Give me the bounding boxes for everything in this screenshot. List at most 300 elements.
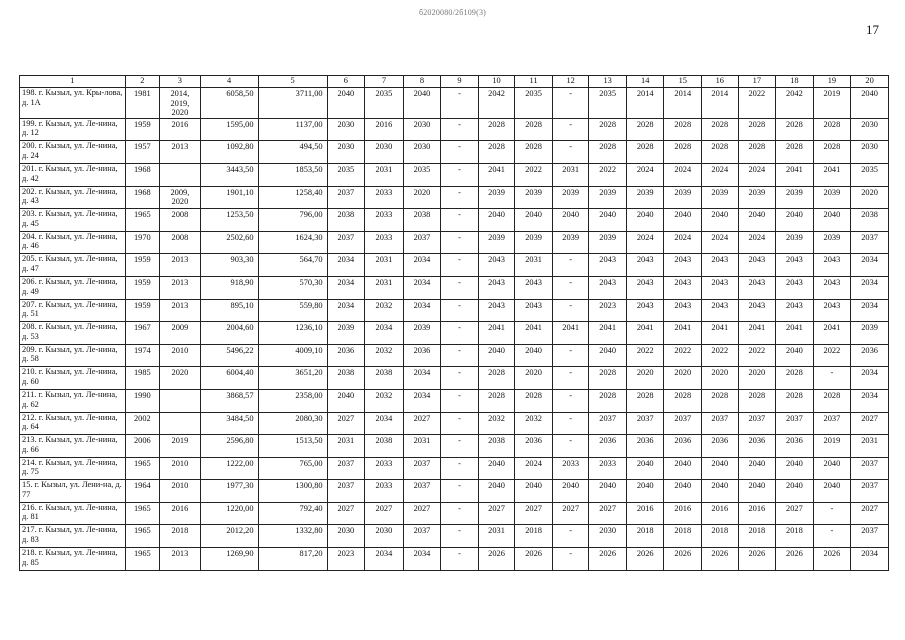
- table-cell: 2014: [626, 88, 664, 119]
- table-cell: 2032: [515, 412, 553, 435]
- table-cell: -: [441, 186, 479, 209]
- table-cell: -: [441, 435, 479, 458]
- table-cell: 2043: [664, 299, 702, 322]
- table-cell: 918,90: [200, 276, 258, 299]
- table-row: [20, 231, 889, 254]
- column-header-14: 14: [626, 76, 664, 88]
- table-cell: 2040: [515, 344, 553, 367]
- table-cell: 2358,00: [258, 389, 327, 412]
- address-cell: 203. г. Кызыл, ул. Ле-нина, д. 45: [20, 209, 126, 232]
- table-cell: 2016: [626, 502, 664, 525]
- table-cell: 2026: [664, 548, 702, 571]
- table-cell: 2034: [365, 548, 404, 571]
- table-cell: 2030: [327, 118, 365, 141]
- table-cell: 2043: [738, 276, 776, 299]
- address-cell: 204. г. Кызыл, ул. Ле-нина, д. 46: [20, 231, 126, 254]
- table-cell: 2028: [589, 118, 627, 141]
- table-cell: 2037: [851, 457, 889, 480]
- table-cell: 1964: [125, 480, 160, 503]
- table-cell: 2018: [702, 525, 739, 548]
- table-cell: 2031: [365, 276, 404, 299]
- table-cell: 2037: [589, 412, 627, 435]
- table-cell: 2034: [403, 548, 441, 571]
- address-cell: 207. г. Кызыл, ул. Ле-нина, д. 51: [20, 299, 126, 322]
- address-cell: 200. г. Кызыл, ул. Ле-нина, д. 24: [20, 141, 126, 164]
- table-cell: 2034: [403, 389, 441, 412]
- table-cell: 4009,10: [258, 344, 327, 367]
- table-cell: 2027: [403, 412, 441, 435]
- table-cell: -: [552, 525, 589, 548]
- table-header-row: [20, 76, 889, 88]
- table-cell: -: [552, 118, 589, 141]
- table-cell: -: [552, 412, 589, 435]
- table-cell: 2026: [738, 548, 776, 571]
- table-cell: 1220,00: [200, 502, 258, 525]
- table-cell: 2036: [327, 344, 365, 367]
- table-cell: 2032: [478, 412, 515, 435]
- table-cell: 3651,20: [258, 367, 327, 390]
- table-cell: 2026: [515, 548, 553, 571]
- table-cell: 2014: [664, 88, 702, 119]
- column-header-15: 15: [664, 76, 702, 88]
- table-cell: 2013: [160, 299, 201, 322]
- table-cell: 2031: [365, 163, 404, 186]
- table-cell: 2042: [776, 88, 814, 119]
- table-cell: 2039: [738, 186, 776, 209]
- table-cell: -: [441, 548, 479, 571]
- table-cell: 2041: [478, 322, 515, 345]
- table-row: [20, 254, 889, 277]
- table-cell: 1968: [125, 163, 160, 186]
- table-cell: 2008: [160, 231, 201, 254]
- table-cell: 2018: [160, 525, 201, 548]
- table-cell: 2028: [776, 141, 814, 164]
- table-cell: 1959: [125, 276, 160, 299]
- table-cell: 2028: [664, 389, 702, 412]
- address-cell: 217. г. Кызыл, ул. Ле-нина, д. 83: [20, 525, 126, 548]
- table-cell: 1959: [125, 118, 160, 141]
- table-cell: 2024: [664, 231, 702, 254]
- table-cell: 2038: [327, 209, 365, 232]
- table-row: [20, 412, 889, 435]
- table-cell: 2039: [403, 322, 441, 345]
- table-cell: 2043: [664, 254, 702, 277]
- table-cell: 2040: [776, 480, 814, 503]
- table-cell: 2023: [589, 299, 627, 322]
- table-cell: 2002: [125, 412, 160, 435]
- address-cell: 210. г. Кызыл, ул. Ле-нина, д. 60: [20, 367, 126, 390]
- document-id-stamp: б2020080/2б109(3): [418, 8, 487, 17]
- table-row: [20, 163, 889, 186]
- table-cell: 2027: [851, 412, 889, 435]
- table-cell: -: [813, 502, 851, 525]
- table-cell: 2040: [478, 209, 515, 232]
- table-cell: 2030: [589, 525, 627, 548]
- table-cell: 2024: [702, 163, 739, 186]
- table-cell: 2036: [738, 435, 776, 458]
- table-cell: 1990: [125, 389, 160, 412]
- table-cell: 2031: [327, 435, 365, 458]
- table-cell: 2033: [365, 231, 404, 254]
- table-cell: 2032: [365, 344, 404, 367]
- table-cell: 2043: [813, 299, 851, 322]
- table-cell: 2027: [776, 502, 814, 525]
- table-cell: 1137,00: [258, 118, 327, 141]
- table-cell: 2040: [851, 88, 889, 119]
- table-row: [20, 548, 889, 571]
- table-cell: 2040: [589, 344, 627, 367]
- table-cell: 2035: [589, 88, 627, 119]
- table-cell: 2040: [664, 457, 702, 480]
- table-cell: 2024: [626, 163, 664, 186]
- address-cell: 206. г. Кызыл, ул. Ле-нина, д. 49: [20, 276, 126, 299]
- table-cell: 2020: [515, 367, 553, 390]
- table-cell: 2030: [327, 525, 365, 548]
- column-header-12: 12: [552, 76, 589, 88]
- table-cell: 2033: [365, 457, 404, 480]
- table-cell: 1595,00: [200, 118, 258, 141]
- table-cell: 2034: [365, 412, 404, 435]
- table-cell: 2022: [813, 344, 851, 367]
- table-cell: 2034: [403, 367, 441, 390]
- column-header-18: 18: [776, 76, 814, 88]
- table-cell: 2040: [813, 457, 851, 480]
- address-cell: 214. г. Кызыл, ул. Ле-нина, д. 75: [20, 457, 126, 480]
- table-cell: 2043: [626, 254, 664, 277]
- table-cell: 2020: [626, 367, 664, 390]
- table-cell: 2034: [403, 254, 441, 277]
- table-cell: 1300,80: [258, 480, 327, 503]
- table-cell: 2036: [403, 344, 441, 367]
- column-header-13: 13: [589, 76, 627, 88]
- table-cell: 2041: [626, 322, 664, 345]
- table-cell: 1967: [125, 322, 160, 345]
- table-cell: 1981: [125, 88, 160, 119]
- table-cell: 2018: [664, 525, 702, 548]
- table-cell: 2037: [738, 412, 776, 435]
- table-cell: 2034: [851, 389, 889, 412]
- table-cell: 2031: [365, 254, 404, 277]
- table-cell: 2037: [776, 412, 814, 435]
- table-cell: 2038: [365, 367, 404, 390]
- address-cell: 209. г. Кызыл, ул. Ле-нина, д. 58: [20, 344, 126, 367]
- table-cell: 2013: [160, 254, 201, 277]
- table-cell: 2037: [403, 480, 441, 503]
- table-cell: 2039: [478, 231, 515, 254]
- table-cell: -: [441, 231, 479, 254]
- table-cell: 2024: [738, 163, 776, 186]
- table-cell: 2036: [589, 435, 627, 458]
- table-cell: 2043: [776, 276, 814, 299]
- table-cell: 2596,80: [200, 435, 258, 458]
- table-cell: 2040: [664, 209, 702, 232]
- table-cell: 2039: [813, 231, 851, 254]
- table-cell: 2041: [776, 163, 814, 186]
- table-cell: 2037: [403, 457, 441, 480]
- table-cell: 2034: [851, 254, 889, 277]
- capital-repair-schedule-table: [19, 75, 889, 571]
- table-cell: 2030: [365, 525, 404, 548]
- table-cell: 2039: [664, 186, 702, 209]
- table-row: [20, 367, 889, 390]
- table-cell: 2040: [664, 480, 702, 503]
- table-cell: -: [441, 209, 479, 232]
- table-cell: -: [441, 367, 479, 390]
- table-cell: -: [552, 276, 589, 299]
- table-cell: 1253,50: [200, 209, 258, 232]
- address-cell: 208. г. Кызыл, ул. Ле-нина, д. 53: [20, 322, 126, 345]
- table-cell: -: [552, 548, 589, 571]
- table-cell: 2034: [851, 367, 889, 390]
- table-cell: 2034: [327, 299, 365, 322]
- table-cell: 2028: [776, 389, 814, 412]
- table-cell: 2030: [403, 141, 441, 164]
- table-cell: 3443,50: [200, 163, 258, 186]
- table-cell: -: [441, 163, 479, 186]
- table-cell: 1968: [125, 186, 160, 209]
- table-cell: 2022: [626, 344, 664, 367]
- table-row: [20, 502, 889, 525]
- table-cell: 765,00: [258, 457, 327, 480]
- table-cell: 2028: [589, 367, 627, 390]
- table-cell: 3484,50: [200, 412, 258, 435]
- table-cell: 2030: [851, 141, 889, 164]
- table-row: [20, 322, 889, 345]
- table-cell: 2013: [160, 141, 201, 164]
- table-cell: 2040: [626, 480, 664, 503]
- table-cell: -: [552, 299, 589, 322]
- table-cell: 2027: [327, 412, 365, 435]
- table-cell: 1965: [125, 525, 160, 548]
- table-cell: 2040: [702, 480, 739, 503]
- table-cell: 2039: [589, 231, 627, 254]
- table-cell: 2016: [738, 502, 776, 525]
- table-cell: 2020: [160, 367, 201, 390]
- table-cell: 2039: [776, 186, 814, 209]
- table-cell: 2043: [702, 254, 739, 277]
- table-cell: 2032: [365, 389, 404, 412]
- table-cell: -: [441, 276, 479, 299]
- table-cell: 2028: [626, 141, 664, 164]
- table-cell: 2028: [776, 118, 814, 141]
- table-cell: 2037: [851, 480, 889, 503]
- table-cell: 2028: [478, 367, 515, 390]
- table-cell: [160, 163, 201, 186]
- table-cell: 2026: [626, 548, 664, 571]
- table-cell: 2043: [589, 254, 627, 277]
- table-cell: 2041: [552, 322, 589, 345]
- table-cell: 2040: [776, 209, 814, 232]
- table-cell: 2012,20: [200, 525, 258, 548]
- table-cell: 2026: [702, 548, 739, 571]
- table-cell: 2034: [403, 276, 441, 299]
- table-cell: 2028: [664, 118, 702, 141]
- table-cell: 2030: [403, 118, 441, 141]
- table-cell: 2040: [478, 480, 515, 503]
- column-header-9: 9: [441, 76, 479, 88]
- table-cell: 2034: [327, 254, 365, 277]
- table-cell: 2030: [327, 141, 365, 164]
- column-header-4: 4: [200, 76, 258, 88]
- table-cell: 2010: [160, 480, 201, 503]
- table-cell: 2022: [702, 344, 739, 367]
- table-cell: 2004,60: [200, 322, 258, 345]
- table-cell: 2039: [515, 186, 553, 209]
- table-cell: 2041: [813, 163, 851, 186]
- table-cell: 1959: [125, 254, 160, 277]
- table-cell: 2043: [515, 299, 553, 322]
- table-cell: 2028: [515, 141, 553, 164]
- column-header-20: 20: [851, 76, 889, 88]
- table-cell: 2027: [851, 502, 889, 525]
- column-header-7: 7: [365, 76, 404, 88]
- table-cell: 2043: [515, 276, 553, 299]
- table-cell: 895,10: [200, 299, 258, 322]
- table-cell: 2043: [776, 254, 814, 277]
- table-cell: 2035: [851, 163, 889, 186]
- table-cell: 2026: [776, 548, 814, 571]
- table-cell: 2039: [776, 231, 814, 254]
- table-cell: 2037: [403, 231, 441, 254]
- address-cell: 202. г. Кызыл, ул. Ле-нина, д. 43: [20, 186, 126, 209]
- page-number: 17: [866, 22, 879, 37]
- table-cell: -: [441, 457, 479, 480]
- table-cell: 2016: [365, 118, 404, 141]
- table-cell: 2036: [664, 435, 702, 458]
- address-cell: 201. г. Кызыл, ул. Ле-нина, д. 42: [20, 163, 126, 186]
- table-cell: 1332,80: [258, 525, 327, 548]
- table-row: [20, 457, 889, 480]
- table-cell: 2013: [160, 276, 201, 299]
- column-header-2: 2: [125, 76, 160, 88]
- table-cell: 2039: [478, 186, 515, 209]
- table-cell: 2028: [478, 118, 515, 141]
- table-cell: 2037: [664, 412, 702, 435]
- table-cell: 2040: [552, 209, 589, 232]
- table-cell: [160, 412, 201, 435]
- table-cell: 2040: [552, 480, 589, 503]
- table-cell: -: [813, 367, 851, 390]
- table-cell: 1974: [125, 344, 160, 367]
- table-cell: 2028: [515, 118, 553, 141]
- table-cell: 2019: [813, 435, 851, 458]
- table-row: [20, 118, 889, 141]
- table-cell: 903,30: [200, 254, 258, 277]
- table-cell: 2041: [515, 322, 553, 345]
- table-cell: -: [441, 299, 479, 322]
- table-cell: 2028: [702, 389, 739, 412]
- table-cell: 2033: [552, 457, 589, 480]
- table-cell: 2038: [478, 435, 515, 458]
- table-cell: 1965: [125, 548, 160, 571]
- column-header-17: 17: [738, 76, 776, 88]
- table-cell: 2043: [478, 299, 515, 322]
- table-cell: -: [441, 254, 479, 277]
- table-cell: 2034: [403, 299, 441, 322]
- table-cell: 2037: [403, 525, 441, 548]
- table-cell: 564,70: [258, 254, 327, 277]
- table-cell: 2031: [403, 435, 441, 458]
- table-cell: 2039: [327, 322, 365, 345]
- table-cell: 2041: [702, 322, 739, 345]
- table-cell: 2020: [664, 367, 702, 390]
- table-cell: 2043: [478, 254, 515, 277]
- table-cell: 5496,22: [200, 344, 258, 367]
- table-cell: 2020: [851, 186, 889, 209]
- table-cell: 2018: [738, 525, 776, 548]
- table-row: [20, 299, 889, 322]
- table-cell: 2038: [851, 209, 889, 232]
- table-cell: 2033: [365, 186, 404, 209]
- table-cell: 2039: [813, 186, 851, 209]
- table-cell: 2043: [738, 254, 776, 277]
- table-cell: 2030: [851, 118, 889, 141]
- table-cell: 1965: [125, 502, 160, 525]
- table-cell: 2041: [813, 322, 851, 345]
- table-cell: 2041: [664, 322, 702, 345]
- table-cell: -: [441, 389, 479, 412]
- table-cell: 2020: [702, 367, 739, 390]
- address-cell: 218. г. Кызыл, ул. Ле-нина, д. 85: [20, 548, 126, 571]
- table-cell: 1853,50: [258, 163, 327, 186]
- table-cell: -: [813, 525, 851, 548]
- table-cell: 559,80: [258, 299, 327, 322]
- table-cell: 2040: [702, 457, 739, 480]
- address-cell: 15. г. Кызыл, ул. Лени-на, д. 77: [20, 480, 126, 503]
- table-cell: -: [552, 344, 589, 367]
- table-cell: 2010: [160, 457, 201, 480]
- table-cell: 2040: [515, 480, 553, 503]
- table-cell: -: [552, 254, 589, 277]
- table-cell: 1959: [125, 299, 160, 322]
- table-cell: 817,20: [258, 548, 327, 571]
- table-cell: 2028: [664, 141, 702, 164]
- table-cell: 2043: [702, 299, 739, 322]
- table-cell: 2026: [478, 548, 515, 571]
- table-cell: 2040: [813, 480, 851, 503]
- table-cell: 2035: [365, 88, 404, 119]
- table-cell: 2040: [589, 209, 627, 232]
- table-cell: -: [552, 435, 589, 458]
- address-cell: 205. г. Кызыл, ул. Ле-нина, д. 47: [20, 254, 126, 277]
- table-cell: 2037: [327, 186, 365, 209]
- table-cell: 3868,57: [200, 389, 258, 412]
- table-cell: -: [441, 88, 479, 119]
- table-cell: 2038: [365, 435, 404, 458]
- table-cell: -: [552, 88, 589, 119]
- table-cell: 2034: [851, 548, 889, 571]
- table-cell: 2040: [327, 389, 365, 412]
- address-cell: 199. г. Кызыл, ул. Ле-нина, д. 12: [20, 118, 126, 141]
- table-cell: 2008: [160, 209, 201, 232]
- table-cell: 3711,00: [258, 88, 327, 119]
- table-cell: 1236,10: [258, 322, 327, 345]
- table-cell: 1513,50: [258, 435, 327, 458]
- table-cell: 2041: [478, 163, 515, 186]
- table-cell: 2040: [702, 209, 739, 232]
- table-cell: 2036: [851, 344, 889, 367]
- table-cell: 2039: [552, 231, 589, 254]
- table-cell: 2032: [365, 299, 404, 322]
- column-header-16: 16: [702, 76, 739, 88]
- table-cell: 2024: [738, 231, 776, 254]
- table-row: [20, 389, 889, 412]
- table-cell: 2027: [515, 502, 553, 525]
- table-cell: 2028: [702, 118, 739, 141]
- column-header-19: 19: [813, 76, 851, 88]
- address-cell: 212. г. Кызыл, ул. Ле-нина, д. 64: [20, 412, 126, 435]
- table-cell: 2039: [552, 186, 589, 209]
